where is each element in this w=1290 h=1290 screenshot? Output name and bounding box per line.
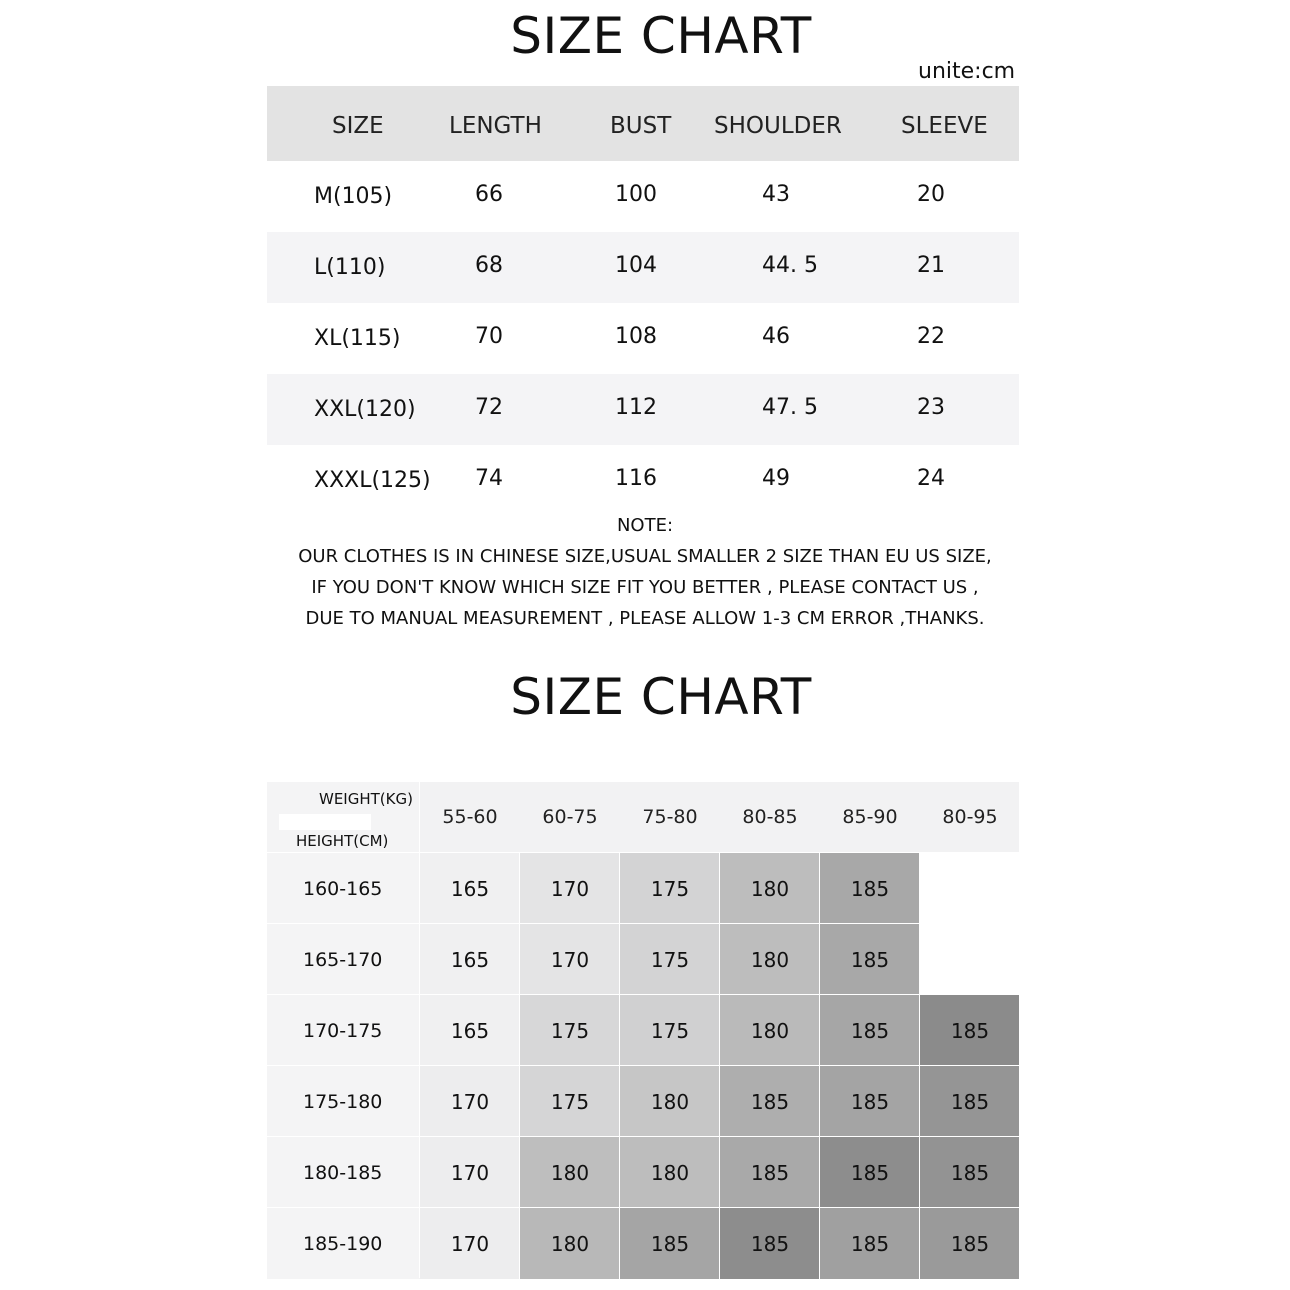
recommended-size-cell: 175 [520, 995, 620, 1066]
recommended-size-cell: 185 [820, 1066, 920, 1137]
shoulder-cell: 47. 5 [762, 395, 818, 420]
height-row-label: 160-165 [267, 853, 420, 924]
table-row [267, 374, 1019, 445]
recommended-size-cell: 185 [820, 924, 920, 995]
recommended-size-cell: 180 [620, 1137, 720, 1208]
height-row-label: 180-185 [267, 1137, 420, 1208]
recommended-size-cell: 165 [420, 924, 520, 995]
grid-divider [267, 1207, 1019, 1208]
sleeve-cell: 21 [917, 253, 945, 278]
weight-header-cell: 60-75 [542, 806, 598, 828]
recommended-size-cell: 170 [520, 924, 620, 995]
recommended-size-cell: 165 [420, 995, 520, 1066]
recommended-size-cell: 185 [820, 853, 920, 924]
note-line: OUR CLOTHES IS IN CHINESE SIZE,USUAL SMALLER 2 SIZE THAN EU US SIZE, [298, 546, 992, 567]
unit-label: unite:cm [918, 59, 1016, 84]
size-cell: XXL(120) [314, 397, 416, 422]
recommended-size-cell: 170 [420, 1208, 520, 1279]
note-line: IF YOU DON'T KNOW WHICH SIZE FIT YOU BETTER , PLEASE CONTACT US , [311, 577, 979, 598]
empty-size-cell [920, 853, 1020, 924]
recommended-size-cell: 185 [820, 1208, 920, 1279]
length-cell: 74 [475, 466, 503, 491]
bust-cell: 100 [615, 182, 657, 207]
recommended-size-cell: 175 [620, 853, 720, 924]
size-note [0, 510, 1290, 634]
empty-size-cell [920, 924, 1020, 995]
header-shoulder: SHOULDER [714, 112, 842, 139]
size-cell: M(105) [314, 184, 393, 209]
table-row [267, 232, 1019, 303]
recommended-size-cell: 180 [520, 1208, 620, 1279]
grid-divider [267, 1136, 1019, 1137]
sleeve-cell: 23 [917, 395, 945, 420]
header-bust: BUST [610, 112, 672, 139]
grid-divider [267, 994, 1019, 995]
size-recommendation-title: SIZE CHART [510, 668, 812, 726]
recommended-size-cell: 185 [720, 1208, 820, 1279]
sleeve-cell: 20 [917, 182, 945, 207]
bust-cell: 112 [615, 395, 657, 420]
size-cell: XL(115) [314, 326, 401, 351]
header-length: LENGTH [449, 112, 542, 139]
grid-divider [719, 853, 720, 1279]
recommended-size-cell: 185 [820, 1137, 920, 1208]
header-size: SIZE [332, 112, 384, 139]
recommended-size-cell: 175 [620, 995, 720, 1066]
measurement-table-header [267, 86, 1019, 161]
height-axis-label: HEIGHT(CM) [296, 832, 389, 850]
height-row-label: 165-170 [267, 924, 420, 995]
recommended-size-cell: 165 [420, 853, 520, 924]
corner-cell [267, 782, 420, 852]
bust-cell: 116 [615, 466, 657, 491]
shoulder-cell: 46 [762, 324, 790, 349]
note-line: DUE TO MANUAL MEASUREMENT , PLEASE ALLOW 1-3 CM ERROR ,THANKS. [305, 608, 985, 629]
recommended-size-cell: 185 [920, 1208, 1020, 1279]
measurement-table [267, 86, 1019, 516]
weight-header-cell: 75-80 [642, 806, 698, 828]
grid-divider [419, 782, 420, 1278]
weight-header-cell: 80-85 [742, 806, 798, 828]
weight-header-cell: 55-60 [442, 806, 498, 828]
recommended-size-cell: 170 [420, 1066, 520, 1137]
recommended-size-cell: 185 [720, 1066, 820, 1137]
size-cell: XXXL(125) [314, 468, 431, 493]
shoulder-cell: 49 [762, 466, 790, 491]
recommended-size-cell: 185 [820, 995, 920, 1066]
grid-divider [267, 923, 1019, 924]
recommended-size-cell: 180 [620, 1066, 720, 1137]
weight-axis-label: WEIGHT(KG) [319, 790, 413, 808]
recommended-size-cell: 185 [720, 1137, 820, 1208]
recommended-size-cell: 170 [520, 853, 620, 924]
height-row-label: 185-190 [267, 1208, 420, 1279]
weight-header-cell: 80-95 [942, 806, 998, 828]
corner-patch [279, 814, 371, 830]
recommended-size-cell: 180 [520, 1137, 620, 1208]
shoulder-cell: 43 [762, 182, 790, 207]
header-sleeve: SLEEVE [901, 112, 988, 139]
grid-divider [519, 853, 520, 1279]
size-chart-title: SIZE CHART [510, 7, 812, 65]
sleeve-cell: 24 [917, 466, 945, 491]
recommended-size-cell: 185 [920, 995, 1020, 1066]
size-recommendation-grid [267, 782, 1019, 1278]
recommended-size-cell: 185 [920, 1137, 1020, 1208]
recommended-size-cell: 185 [620, 1208, 720, 1279]
note-heading: NOTE: [616, 515, 674, 536]
recommended-size-cell: 175 [520, 1066, 620, 1137]
bust-cell: 108 [615, 324, 657, 349]
length-cell: 66 [475, 182, 503, 207]
table-row [267, 445, 1019, 516]
grid-divider [267, 852, 1019, 853]
bust-cell: 104 [615, 253, 657, 278]
shoulder-cell: 44. 5 [762, 253, 818, 278]
grid-divider [267, 1065, 1019, 1066]
recommended-size-cell: 180 [720, 995, 820, 1066]
recommended-size-cell: 180 [720, 853, 820, 924]
table-row [267, 161, 1019, 232]
height-row-label: 170-175 [267, 995, 420, 1066]
recommended-size-cell: 180 [720, 924, 820, 995]
weight-header-cell: 85-90 [842, 806, 898, 828]
grid-divider [919, 853, 920, 1279]
sleeve-cell: 22 [917, 324, 945, 349]
length-cell: 72 [475, 395, 503, 420]
table-row [267, 303, 1019, 374]
recommended-size-cell: 170 [420, 1137, 520, 1208]
recommended-size-cell: 185 [920, 1066, 1020, 1137]
size-cell: L(110) [314, 255, 386, 280]
length-cell: 70 [475, 324, 503, 349]
length-cell: 68 [475, 253, 503, 278]
grid-divider [619, 853, 620, 1279]
grid-divider [819, 853, 820, 1279]
recommended-size-cell: 175 [620, 924, 720, 995]
grid-divider [1019, 853, 1020, 1279]
height-row-label: 175-180 [267, 1066, 420, 1137]
